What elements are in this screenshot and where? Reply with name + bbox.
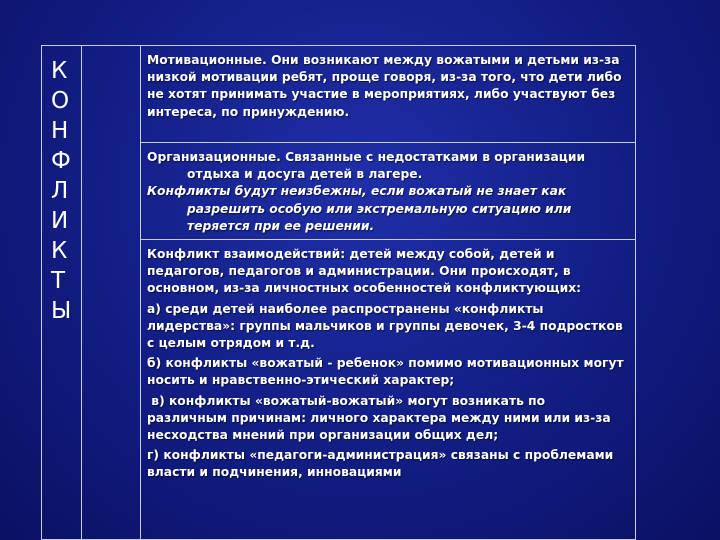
title-letter: Т: [51, 268, 66, 294]
title-letter: К: [51, 238, 68, 264]
vertical-title-cell: [42, 46, 82, 540]
title-letter: И: [51, 208, 69, 234]
title-letter: О: [51, 88, 70, 114]
list-item: г) конфликты «педагоги-администрация» связаны с проблемами власти и подчинения, инновациями: [147, 448, 614, 480]
title-letter: Ф: [51, 148, 71, 174]
list-item: в) конфликты «вожатый-вожатый» могут возникать по различным причинам: личного характера между ними или из-за несходства мнений при организации общих дел;: [147, 393, 615, 443]
interaction-intro: Конфликт взаимодействий: детей между собой, детей и педагогов, педагогов и администрации. Они происходят, в основном, из-за личностных особенностей конфликтующих:: [147, 247, 582, 296]
title-letter: К: [51, 58, 68, 84]
motivational-cell: [141, 46, 636, 143]
list-item: б) конфликты «вожатый - ребенок» помимо мотивационных могут носить и нравственно-этический характер;: [147, 356, 624, 388]
title-letter: Л: [51, 178, 69, 204]
motivational-text: Мотивационные. Они возникают между вожатыми и детьми из-за низкой мотивации ребят, проще говоря, из-за того, что дети либо не хотят принимать участие в мероприятиях, либо участвуют без интереса, по принуждению.: [147, 53, 622, 119]
table-row: [42, 46, 636, 143]
list-item: а) среди детей наиболее распространены «конфликты лидерства»: группы мальчиков и группы девочек, 3-4 подростков с целым отрядом и т.д.: [147, 301, 623, 351]
conflicts-table: [41, 45, 636, 540]
organizational-text: Организационные. Связанные с недостатками в организации отдыха и досуга детей в лагере.: [147, 150, 586, 182]
inevitable-conflicts-text: Конфликты будут неизбежны, если вожатый не знает как разрешить особую или экстремальную ситуацию или теряется при ее решении.: [147, 184, 572, 233]
title-letter: Н: [51, 118, 69, 144]
organizational-cell: [141, 143, 636, 240]
interaction-cell: [141, 240, 636, 540]
vertical-title: [42, 46, 81, 326]
empty-column-cell: [82, 46, 141, 540]
title-letter: Ы: [51, 298, 72, 324]
